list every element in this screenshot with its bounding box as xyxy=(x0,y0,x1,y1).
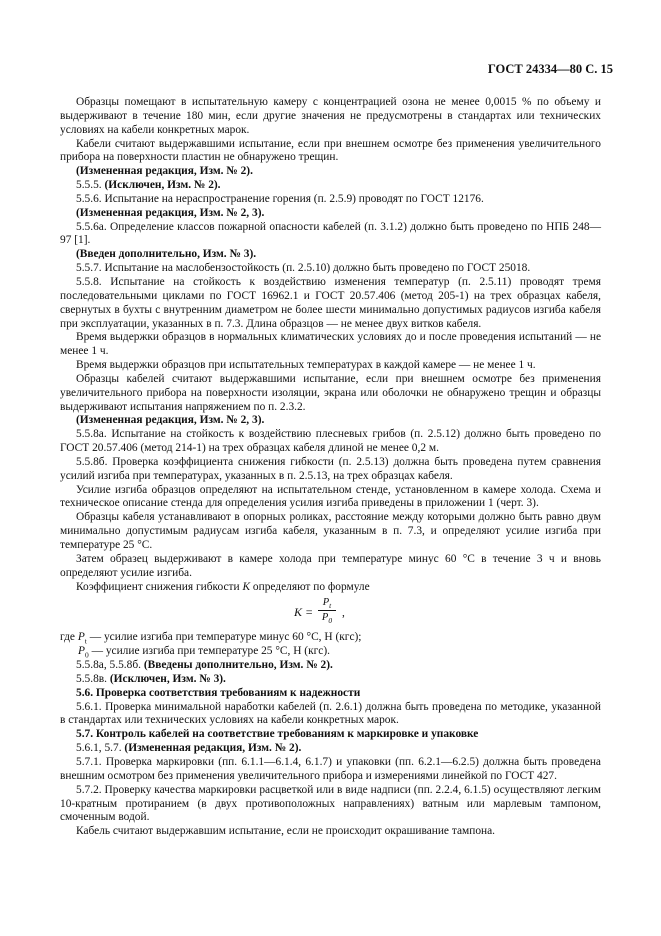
formula-comma: , xyxy=(342,607,345,620)
section-heading: 5.7. Контроль кабелей на соответствие требованиям к маркировке и упаковке xyxy=(76,728,479,741)
where-var: P xyxy=(78,645,85,658)
formula xyxy=(60,595,601,631)
paragraph: Образцы кабелей считают выдержавшими испытание, если при внешнем осмотре без применения увеличительного прибора на поверхности изоляции, экрана или оболочки не обнаружено трещин и образцы выдерживают испытания напряжением по п. 2.3.2. xyxy=(60,372,601,413)
paragraph: Время выдержки образцов при испытательных температурах в каждой камере — не менее 1 ч. xyxy=(76,359,536,372)
paragraph: 5.7.2. Проверку качества маркировки расцветкой или в виде надписи (пп. 2.2.4, 6.1.5) осуществляют легким 10-кратным протиранием (в двух противоположных направлениях) ватным или марлевым тампоном, смоченным водой. xyxy=(60,783,601,824)
paragraph: 5.5.6а. Определение классов пожарной опасности кабелей (п. 3.1.2) должно быть проведено по НПБ 248—97 [1]. xyxy=(60,220,601,247)
clause-number: 5.5.5. xyxy=(76,179,102,192)
where-sub: 0 xyxy=(84,650,89,660)
section-heading: 5.6. Проверка соответствия требованиям к надежности xyxy=(76,686,361,699)
paragraph: Кабель считают выдержавшим испытание, если не происходит окрашивание тампона. xyxy=(76,825,496,838)
k-symbol: K xyxy=(242,580,251,593)
clause-5-5-8ab xyxy=(60,659,601,673)
paragraph: 5.5.8б. Проверка коэффициента снижения гибкости (п. 2.5.13) должна быть проведена путем сравнения усилий изгиба при температурах, указанных в п. 2.5.13, на трех образцах кабеля. xyxy=(60,455,601,482)
formula-fraction xyxy=(318,597,336,624)
clause-number: 5.5.8а, 5.5.8б. xyxy=(76,659,141,672)
paragraph: Образцы помещают в испытательную камеру с концентрацией озона не менее 0,0015 % по объему и выдерживают в течение 180 мин, если другие значения не предусмотрены в стандартах или технических условиях на кабели конкретных марок. xyxy=(60,96,601,136)
paragraph: Образцы кабеля устанавливают в опорных роликах, расстояние между которыми должно быть равно двум минимально допустимым радиусам изгиба кабеля, указанным в п. 7.3, и определяют усилие изгиба при температуре 25 °С. xyxy=(60,511,601,551)
amendment-note: (Исключен, Изм. № 3). xyxy=(109,672,226,685)
paragraph: Усилие изгиба образцов определяют на испытательном стенде, установленном в камере холода. Схема и техническое описание стенда для определения усилия изгиба приведены в приложении 1 (черт. 3). xyxy=(60,483,601,510)
page-header: ГОСТ 24334—80 С. 15 xyxy=(487,62,613,76)
paragraph: 5.5.8а. Испытание на стойкость к воздействию плесневых грибов (п. 2.5.12) должно быть проведено по ГОСТ 20.57.406 (метод 214-1) на трех образцах кабеля длиной не менее 0,2 м. xyxy=(60,428,601,455)
fraction-bar xyxy=(318,610,336,611)
paragraph: 5.5.8. Испытание на стойкость к воздействию изменения температур (п. 2.5.11) проводят тремя последовательными циклами по ГОСТ 16962.1 и ГОСТ 20.57.406 (метод 205-1) на трех образцах кабеля, свернутых в бухты с внутренним диаметром не более шести минимально допустимых радиусов изгиба кабеля при эксплуатации, указанных в п. 7.3. Длина образцов — не менее двух витков кабеля. xyxy=(60,275,601,330)
where-line-1 xyxy=(60,631,601,645)
where-line-2 xyxy=(60,645,601,659)
clause-5-5-5 xyxy=(60,179,601,193)
document-body xyxy=(60,96,601,839)
formula-intro-text-2: определяют по формуле xyxy=(252,580,370,593)
clause-number: 5.6.1, 5.7. xyxy=(76,742,122,755)
paragraph: 5.7.1. Проверка маркировки (пп. 6.1.1—6.1.4, 6.1.7) и упаковки (пп. 6.2.1—6.2.5) должна быть проведена внешним осмотром без применения увеличительного прибора и измерениями линейкой по ГОСТ 427. xyxy=(60,755,601,782)
where-var: P xyxy=(77,631,85,644)
amendment-note: (Измененная редакция, Изм. № 2, 3). xyxy=(76,414,265,427)
amendment-note: (Измененная редакция, Изм. № 2). xyxy=(124,742,302,755)
paragraph: Затем образец выдерживают в камере холода при температуре минус 60 °С в течение 3 ч и вновь определяют усилие изгиба. xyxy=(60,552,601,579)
formula-denominator xyxy=(318,612,336,624)
where-text: — усилие изгиба при температуре минус 60 °С, Н (кгс); xyxy=(89,631,362,644)
clause-5-5-8v xyxy=(60,673,601,687)
clause-number: 5.5.8в. xyxy=(76,672,108,685)
where-sub: t xyxy=(84,636,87,646)
where-text: — усилие изгиба при температуре 25 °С, Н (кгс). xyxy=(91,645,330,658)
amendment-note: (Измененная редакция, Изм. № 2, 3). xyxy=(76,206,265,219)
amendment-note: (Введен дополнительно, Изм. № 3). xyxy=(76,248,257,261)
amendment-note: (Введены дополнительно, Изм. № 2). xyxy=(143,659,333,672)
paragraph: 5.6.1. Проверка минимальной наработки кабелей (п. 2.6.1) должна быть проведена по методике, указанной в стандартах или технических условиях на кабели конкретных марок. xyxy=(60,700,601,727)
amendment-note: (Исключен, Изм. № 2). xyxy=(104,179,221,192)
formula-lhs: K = xyxy=(294,605,314,620)
formula-intro-text: Коэффициент снижения гибкости xyxy=(76,580,240,593)
numerator-var: P xyxy=(322,597,330,609)
paragraph: Кабели считают выдержавшими испытание, если при внешнем осмотре без применения увеличительного прибора на поверхности пластин не обнаружено трещин. xyxy=(60,137,601,164)
amendment-note: (Измененная редакция, Изм. № 2). xyxy=(76,165,253,178)
numerator-sub: t xyxy=(329,601,332,611)
paragraph: Время выдержки образцов в нормальных климатических условиях до и после проведения испытаний — не менее 1 ч. xyxy=(60,331,601,358)
denominator-sub: 0 xyxy=(328,616,333,626)
paragraph: 5.5.6. Испытание на нераспространение горения (п. 2.5.9) проводят по ГОСТ 12176. xyxy=(76,192,484,205)
paragraph: 5.5.7. Испытание на маслобензостойкость (п. 2.5.10) должно быть проведено по ГОСТ 25018. xyxy=(76,262,531,275)
clause-5-6-1-5-7 xyxy=(60,742,601,756)
where-prefix: где xyxy=(60,631,75,644)
formula-intro xyxy=(60,581,601,595)
formula-numerator xyxy=(318,597,336,609)
denominator-var: P xyxy=(321,612,329,624)
